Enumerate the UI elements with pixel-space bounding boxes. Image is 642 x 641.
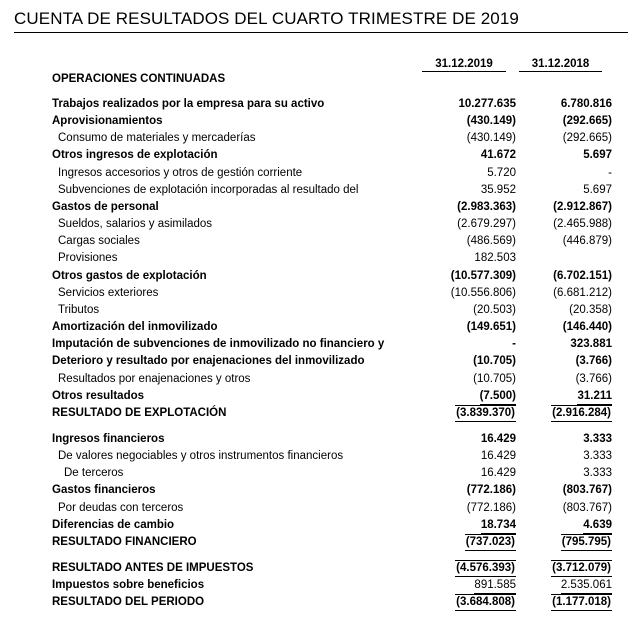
value-2018: 5.697 <box>583 149 612 162</box>
table-row <box>50 96 616 113</box>
value-2018 <box>522 422 616 431</box>
income-statement-table <box>50 96 616 612</box>
table-row <box>50 371 616 388</box>
value-2018 <box>522 560 616 577</box>
value-2019: (772.186) <box>466 501 516 514</box>
value-2018 <box>522 551 616 560</box>
value-2019: (430.149) <box>466 115 516 128</box>
value-2019: (10.556.806) <box>450 286 516 299</box>
value-text: (1.177.018) <box>551 594 612 611</box>
value-2019 <box>434 422 522 431</box>
value-2019: 41.672 <box>480 149 516 162</box>
row-label: Trabajos realizados por la empresa para su activo <box>52 98 325 110</box>
value-2019 <box>434 388 522 405</box>
value-2019: (2.983.363) <box>457 200 516 213</box>
table-row <box>50 577 616 594</box>
row-label: Subvenciones de explotación incorporadas al resultado del <box>58 183 359 196</box>
column-header-2018: 31.12.2018 <box>519 58 602 72</box>
table-row <box>50 319 616 336</box>
row-label: Sueldos, salarios y asimilados <box>58 218 213 231</box>
value-text: (7.500) <box>480 389 516 405</box>
table-row <box>50 388 616 405</box>
value-2018: (2.912.867) <box>553 200 612 213</box>
value-2019: (772.186) <box>466 484 516 497</box>
row-label: Diferencias de cambio <box>52 518 175 531</box>
row-label: RESULTADO DEL PERIODO <box>52 596 205 609</box>
value-text: (795.795) <box>561 534 612 551</box>
value-2019: (10.705) <box>473 372 516 385</box>
row-label: Deterioro y resultado por enajenaciones del inmovilizado <box>52 355 365 368</box>
value-2019: (2.679.297) <box>457 218 516 231</box>
value-2018: 3.333 <box>583 450 612 463</box>
row-label: RESULTADO ANTES DE IMPUESTOS <box>52 562 254 575</box>
value-2019 <box>434 594 522 611</box>
value-2018: (3.766) <box>575 355 612 368</box>
value-2018: 6.780.816 <box>560 98 612 110</box>
table-row <box>50 500 616 517</box>
value-text: (3.712.079) <box>551 560 612 577</box>
section-heading: OPERACIONES CONTINUADAS <box>52 73 226 85</box>
value-2018 <box>522 577 616 594</box>
row-label: Gastos de personal <box>52 200 159 213</box>
value-text: (3.684.808) <box>455 594 516 611</box>
value-2019: 35.952 <box>480 183 516 196</box>
value-2019 <box>434 517 522 534</box>
table-row <box>50 431 616 448</box>
value-2019: 16.429 <box>480 432 516 445</box>
row-label: Ingresos financieros <box>52 432 165 445</box>
value-2019: 16.429 <box>480 467 516 480</box>
value-2018 <box>522 250 616 267</box>
table-row <box>50 268 616 285</box>
row-label: De valores negociables y otros instrumentos financieros <box>58 450 344 463</box>
row-label: Ingresos accesorios y otros de gestión corriente <box>58 166 303 179</box>
table-row <box>50 182 616 199</box>
document-title: CUENTA DE RESULTADOS DEL CUARTO TRIMESTRE DE 2019 <box>14 9 628 33</box>
value-text: 891.585 <box>474 578 516 594</box>
table-row <box>50 336 616 353</box>
value-2018: 3.333 <box>583 432 612 445</box>
table-row <box>50 199 616 216</box>
value-text: (737.023) <box>465 534 516 551</box>
value-2019: (10.577.309) <box>450 269 516 282</box>
row-label: Consumo de materiales y mercaderías <box>58 132 256 145</box>
row-label: Impuestos sobre beneficios <box>52 579 205 592</box>
value-2019: 10.277.635 <box>458 98 516 110</box>
value-2018: 323.881 <box>570 338 612 351</box>
table-row <box>50 448 616 465</box>
value-text: (3.839.370) <box>455 405 516 422</box>
row-label: Gastos financieros <box>52 484 156 497</box>
value-text: (4.576.393) <box>455 560 516 577</box>
value-2018 <box>522 517 616 534</box>
table-row <box>50 353 616 370</box>
value-2019: (149.651) <box>466 321 516 334</box>
value-2019 <box>434 577 522 594</box>
value-2019: (20.503) <box>473 303 516 316</box>
row-label <box>50 422 434 431</box>
table-row <box>50 233 616 250</box>
row-label <box>50 551 434 560</box>
table-row <box>50 517 616 534</box>
row-label: Otros gastos de explotación <box>52 269 207 282</box>
value-2019: 16.429 <box>480 450 516 463</box>
table-row <box>50 482 616 499</box>
value-2019 <box>434 534 522 551</box>
value-2018: 5.697 <box>583 183 612 196</box>
value-text: 31.211 <box>577 389 612 405</box>
row-label: Imputación de subvenciones de inmovilizado no financiero y <box>52 338 385 351</box>
value-2019 <box>434 560 522 577</box>
table-row <box>50 302 616 319</box>
row-label: Resultados por enajenaciones y otros <box>58 372 251 385</box>
value-2019: 5.720 <box>487 166 516 179</box>
value-2019 <box>434 551 522 560</box>
value-2018: (6.702.151) <box>553 269 612 282</box>
table-row <box>50 560 616 577</box>
row-label: Otros ingresos de explotación <box>52 149 218 162</box>
value-2019 <box>434 405 522 422</box>
value-text: 18.734 <box>481 518 516 534</box>
row-label: Por deudas con terceros <box>58 501 184 514</box>
row-label: De terceros <box>64 467 124 480</box>
value-text: 4.639 <box>583 518 612 534</box>
table-row <box>50 594 616 611</box>
row-label: RESULTADO DE EXPLOTACIÓN <box>52 406 227 419</box>
spacer-row <box>50 422 616 431</box>
table-row <box>50 405 616 422</box>
value-2019: - <box>512 338 516 351</box>
table-row <box>50 285 616 302</box>
row-label: Cargas sociales <box>58 235 140 248</box>
column-header-2019: 31.12.2019 <box>422 58 506 72</box>
table-row <box>50 250 616 267</box>
row-label: Provisiones <box>58 252 118 265</box>
value-2018: (2.465.988) <box>553 218 612 231</box>
table-row <box>50 147 616 164</box>
value-2018: 3.333 <box>583 467 612 480</box>
value-2018: (20.358) <box>569 303 612 316</box>
value-2018: (446.879) <box>562 235 612 248</box>
value-2019: (10.705) <box>473 355 516 368</box>
table-row <box>50 216 616 233</box>
value-2018: (803.767) <box>562 501 612 514</box>
row-label: Amortización del inmovilizado <box>52 321 218 334</box>
value-2018: (6.681.212) <box>553 286 612 299</box>
value-2018: (803.767) <box>562 484 612 497</box>
value-2018: (292.665) <box>562 115 612 128</box>
value-2018 <box>522 594 616 611</box>
row-label: Otros resultados <box>52 389 145 402</box>
income-statement-body <box>50 96 616 612</box>
value-2018 <box>522 388 616 405</box>
value-2018: (146.440) <box>562 321 612 334</box>
value-text: (2.916.284) <box>551 405 612 422</box>
value-2018: - <box>608 166 612 179</box>
table-row <box>50 165 616 182</box>
value-2019: (486.569) <box>466 235 516 248</box>
value-2018 <box>522 534 616 551</box>
value-text: 2.535.061 <box>561 578 612 594</box>
value-2018: (3.766) <box>575 372 612 385</box>
value-2018: (292.665) <box>562 132 612 145</box>
table-row <box>50 465 616 482</box>
row-label: RESULTADO FINANCIERO <box>52 535 197 548</box>
value-2019: 182.503 <box>474 252 516 265</box>
table-row <box>50 113 616 130</box>
table-row <box>50 130 616 147</box>
row-label: Servicios exteriores <box>58 286 159 299</box>
value-2019: (430.149) <box>466 132 516 145</box>
value-2018 <box>522 405 616 422</box>
spacer-row <box>50 551 616 560</box>
row-label: Aprovisionamientos <box>52 115 163 128</box>
table-row <box>50 534 616 551</box>
row-label: Tributos <box>58 303 100 316</box>
